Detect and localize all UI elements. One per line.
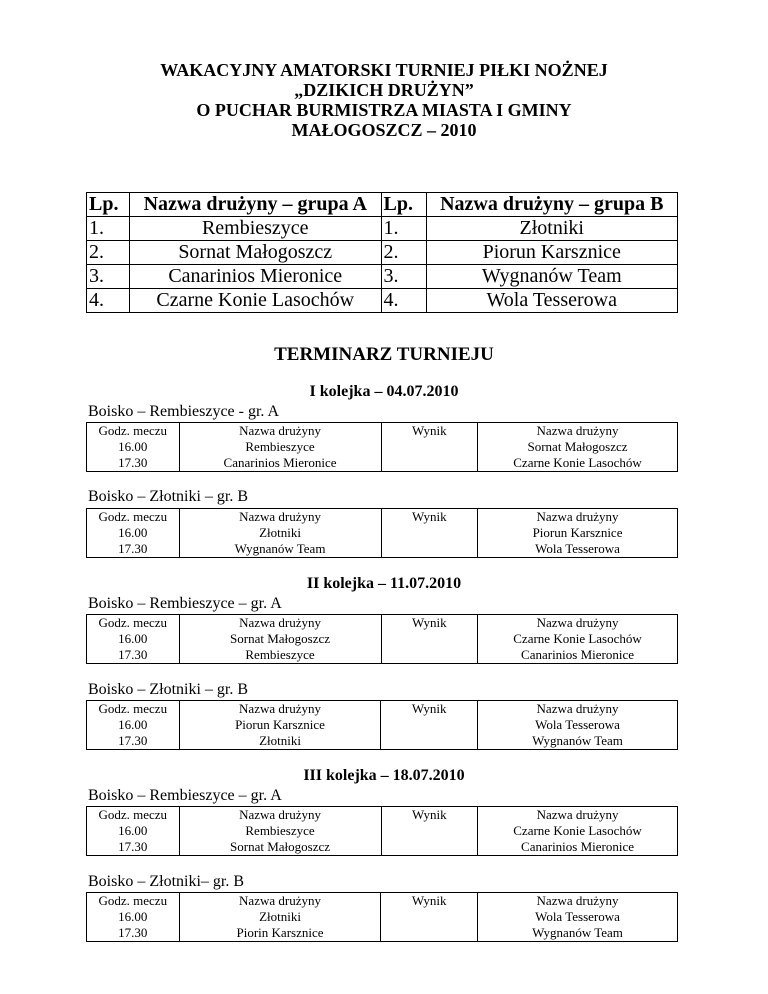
score-header: Wynik: [411, 701, 447, 716]
away-team: Wola Tesserowa: [535, 909, 620, 924]
match-table: [86, 508, 678, 558]
time-header: Godz. meczu: [98, 893, 168, 908]
home-team: Sornat Małogoszcz: [230, 631, 331, 646]
round-title: II kolejka – 11.07.2010: [306, 575, 462, 592]
score-header: Wynik: [411, 615, 447, 630]
lp-a: 2.: [87, 241, 130, 265]
time-header: Godz. meczu: [98, 509, 168, 524]
team-a: Canarinios Mieronice: [130, 265, 382, 289]
team-b: Wola Tesserowa: [426, 289, 678, 313]
team2-column: [478, 423, 678, 472]
team-a: Sornat Małogoszcz: [130, 241, 382, 265]
groups-row: [87, 241, 678, 265]
time-column: [87, 893, 180, 942]
team1-header: Nazwa drużyny: [239, 509, 321, 524]
away-team: Sornat Małogoszcz: [527, 439, 628, 454]
title-line-1: WAKACYJNY AMATORSKI TURNIEJ PIŁKI NOŻNEJ: [160, 60, 608, 80]
score-cell: [382, 839, 478, 855]
time-column: [87, 423, 180, 472]
team1-column: [179, 701, 381, 750]
team1-column: [179, 615, 381, 664]
match-time: 17.30: [118, 455, 148, 470]
away-team: Canarinios Mieronice: [521, 647, 635, 662]
round-title: I kolejka – 04.07.2010: [309, 383, 459, 400]
pitch-label: Boisko – Złotniki– gr. B: [88, 873, 245, 890]
groups-row: [87, 265, 678, 289]
score-cell: [382, 541, 478, 557]
match-time: 17.30: [118, 541, 148, 556]
match-table: [86, 892, 678, 942]
team-a: Czarne Konie Lasochów: [130, 289, 382, 313]
score-cell: [381, 925, 477, 941]
score-cell: [381, 909, 477, 925]
team1-column: [179, 893, 381, 942]
match-table-row: [87, 701, 678, 750]
home-team: Piorin Karsznice: [236, 925, 324, 940]
home-team: Złotniki: [259, 525, 301, 540]
match-table: [86, 806, 678, 856]
team1-column: [179, 509, 381, 558]
score-column: [381, 893, 478, 942]
away-team: Czarne Konie Lasochów: [513, 455, 642, 470]
lp-a: 4.: [87, 289, 130, 313]
team2-column: [478, 701, 678, 750]
score-cell: [382, 525, 478, 541]
home-team: Piorun Karsznice: [235, 717, 325, 732]
document-title: [0, 60, 768, 140]
team1-header: Nazwa drużyny: [239, 423, 321, 438]
lp-b: 4.: [381, 289, 426, 313]
header-group-a: Nazwa drużyny – grupa A: [130, 193, 382, 217]
home-team: Wygnanów Team: [234, 541, 326, 556]
schedule-title: TERMINARZ TURNIEJU: [274, 344, 494, 365]
title-line-2: „DZIKICH DRUŻYN”: [294, 80, 474, 100]
team2-header: Nazwa drużyny: [536, 893, 619, 908]
match-table-row: [87, 615, 678, 664]
match-time: 16.00: [118, 717, 148, 732]
pitch-label: Boisko – Złotniki – gr. B: [88, 488, 249, 505]
time-column: [87, 615, 180, 664]
pitch-label: Boisko – Złotniki – gr. B: [88, 681, 249, 698]
score-column: [381, 615, 478, 664]
lp-a: 1.: [87, 217, 130, 241]
time-header: Godz. meczu: [98, 423, 168, 438]
match-time: 16.00: [118, 439, 148, 454]
score-cell: [382, 631, 478, 647]
round-title: III kolejka – 18.07.2010: [303, 767, 465, 784]
header-lp-a: Lp.: [87, 193, 130, 217]
team2-header: Nazwa drużyny: [536, 509, 619, 524]
score-cell: [382, 439, 478, 455]
team-b: Złotniki: [426, 217, 678, 241]
match-table: [86, 614, 678, 664]
lp-b: 1.: [381, 217, 426, 241]
score-cell: [382, 823, 478, 839]
match-time: 17.30: [118, 733, 148, 748]
groups-row: [87, 217, 678, 241]
lp-b: 2.: [381, 241, 426, 265]
team2-column: [478, 615, 678, 664]
team2-header: Nazwa drużyny: [536, 701, 619, 716]
title-line-4: MAŁOGOSZCZ – 2010: [291, 120, 477, 140]
time-column: [87, 701, 180, 750]
match-table-row: [87, 807, 678, 856]
lp-b: 3.: [381, 265, 426, 289]
match-table-row: [87, 893, 678, 942]
match-time: 16.00: [118, 823, 148, 838]
away-team: Czarne Konie Lasochów: [513, 823, 642, 838]
match-table: [86, 422, 678, 472]
team2-column: [478, 807, 678, 856]
home-team: Złotniki: [259, 909, 301, 924]
pitch-label: Boisko – Rembieszyce – gr. A: [88, 595, 282, 612]
header-lp-b: Lp.: [381, 193, 426, 217]
time-column: [87, 509, 180, 558]
team2-column: [478, 893, 678, 942]
match-time: 16.00: [118, 631, 148, 646]
team2-header: Nazwa drużyny: [536, 423, 619, 438]
score-header: Wynik: [411, 807, 447, 822]
score-header: Wynik: [411, 509, 447, 524]
match-time: 16.00: [118, 525, 148, 540]
team1-header: Nazwa drużyny: [239, 701, 321, 716]
home-team: Canarinios Mieronice: [223, 455, 337, 470]
match-table-row: [87, 509, 678, 558]
time-header: Godz. meczu: [98, 807, 168, 822]
score-cell: [382, 455, 478, 471]
time-header: Godz. meczu: [98, 615, 168, 630]
team2-column: [478, 509, 678, 558]
score-header: Wynik: [411, 423, 447, 438]
team2-header: Nazwa drużyny: [536, 807, 619, 822]
groups-header-row: [87, 193, 678, 217]
team-a: Rembieszyce: [130, 217, 382, 241]
score-column: [381, 701, 478, 750]
score-cell: [381, 717, 477, 733]
home-team: Rembieszyce: [245, 439, 315, 454]
away-team: Wygnanów Team: [532, 733, 623, 748]
score-cell: [381, 733, 477, 749]
away-team: Wygnanów Team: [532, 925, 623, 940]
match-table-row: [87, 423, 678, 472]
header-group-b: Nazwa drużyny – grupa B: [426, 193, 678, 217]
pitch-label: Boisko – Rembieszyce - gr. A: [88, 403, 280, 420]
match-table: [86, 700, 678, 750]
team1-header: Nazwa drużyny: [239, 893, 321, 908]
match-time: 16.00: [118, 909, 148, 924]
team-b: Wygnanów Team: [426, 265, 678, 289]
match-time: 17.30: [118, 925, 148, 940]
score-column: [381, 509, 478, 558]
score-column: [381, 807, 478, 856]
home-team: Rembieszyce: [245, 647, 315, 662]
team1-column: [179, 807, 381, 856]
team1-header: Nazwa drużyny: [239, 615, 321, 630]
away-team: Wola Tesserowa: [535, 541, 620, 556]
match-time: 17.30: [118, 647, 148, 662]
score-header: Wynik: [411, 893, 447, 908]
away-team: Canarinios Mieronice: [521, 839, 635, 854]
score-cell: [382, 647, 478, 663]
away-team: Wola Tesserowa: [535, 717, 620, 732]
home-team: Sornat Małogoszcz: [230, 839, 331, 854]
away-team: Czarne Konie Lasochów: [513, 631, 642, 646]
pitch-label: Boisko – Rembieszyce – gr. A: [88, 787, 282, 804]
groups-row: [87, 289, 678, 313]
groups-table: [86, 192, 678, 313]
team2-header: Nazwa drużyny: [536, 615, 619, 630]
team1-header: Nazwa drużyny: [239, 807, 321, 822]
time-header: Godz. meczu: [98, 701, 168, 716]
home-team: Złotniki: [259, 733, 301, 748]
lp-a: 3.: [87, 265, 130, 289]
time-column: [87, 807, 180, 856]
score-column: [381, 423, 478, 472]
away-team: Piorun Karsznice: [532, 525, 623, 540]
team1-column: [179, 423, 381, 472]
team-b: Piorun Karsznice: [426, 241, 678, 265]
match-time: 17.30: [118, 839, 148, 854]
title-line-3: O PUCHAR BURMISTRZA MIASTA I GMINY: [196, 100, 572, 120]
home-team: Rembieszyce: [245, 823, 315, 838]
